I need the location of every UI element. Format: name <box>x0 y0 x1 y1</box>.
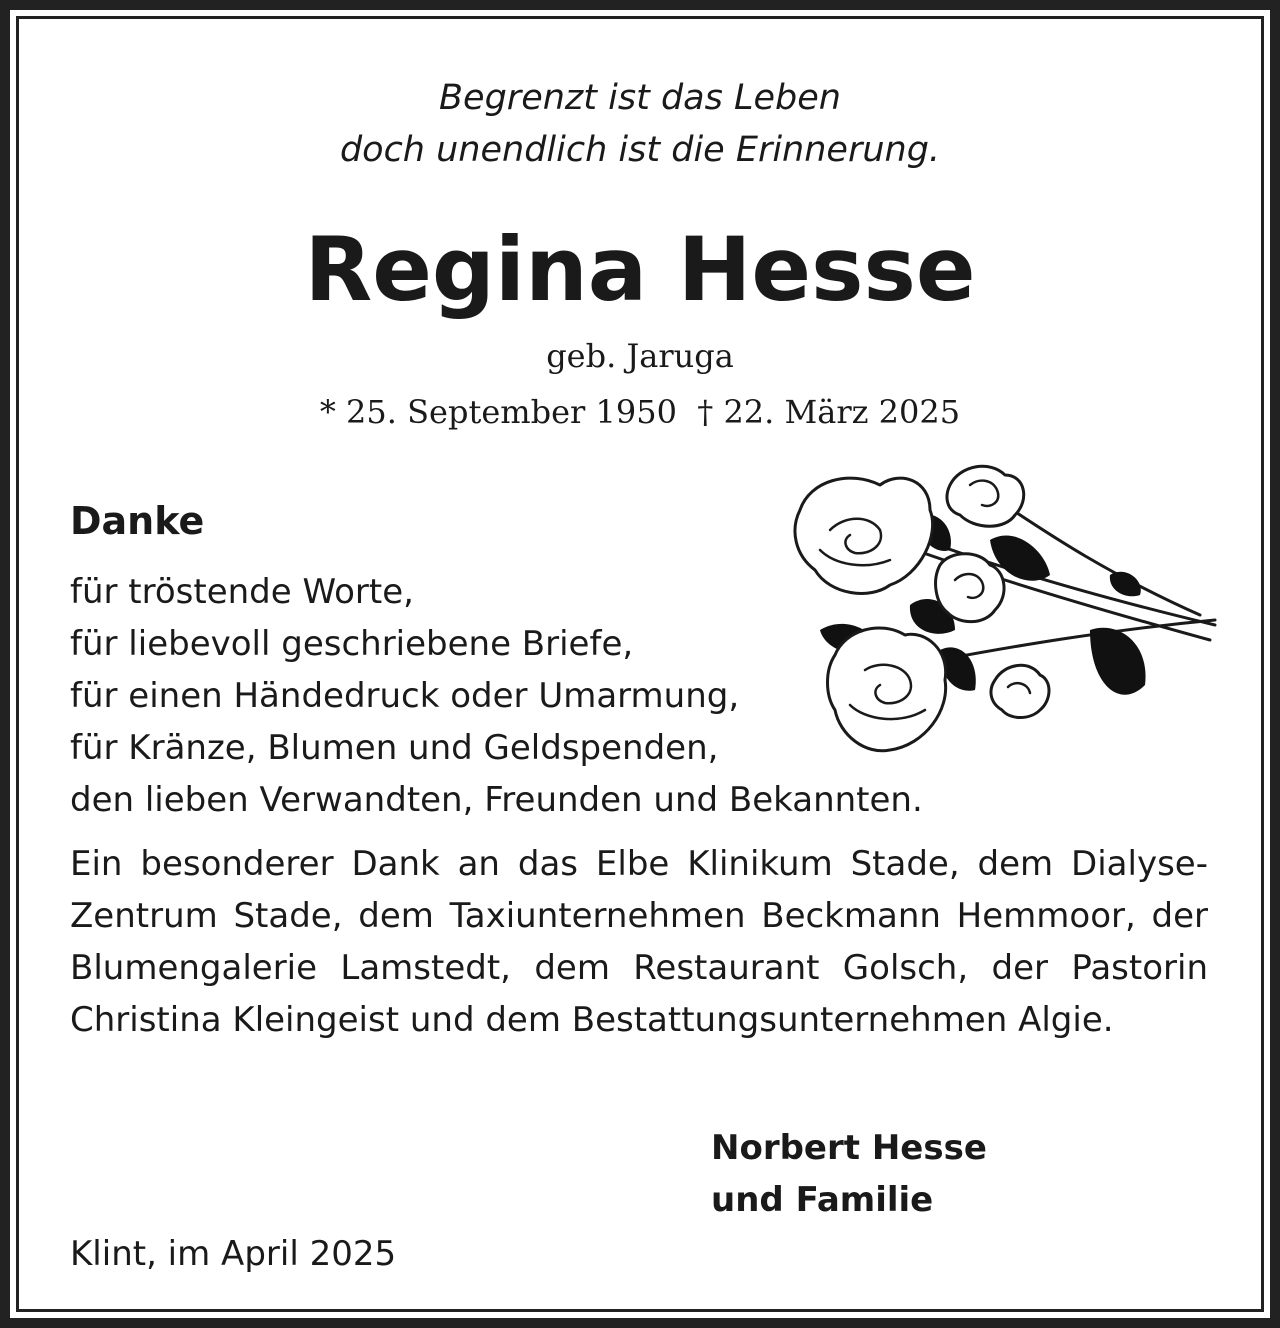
thanks-line: den lieben Verwandten, Freunden und Bekannten. <box>70 780 923 820</box>
roses-bouquet-icon <box>790 455 1220 755</box>
thanks-line: für Kränze, Blumen und Geldspenden, <box>70 728 719 768</box>
thanks-heading: Danke <box>70 499 205 543</box>
motto-line-1: Begrenzt ist das Leben <box>439 78 841 118</box>
place-date: Klint, im April 2025 <box>70 1234 397 1274</box>
motto-line-2: doch unendlich ist die Erinnerung. <box>339 130 941 170</box>
signature-family: und Familie <box>711 1180 934 1220</box>
life-dates: * 25. September 1950 † 22. März 2025 <box>319 393 961 431</box>
thanks-line: für liebevoll geschriebene Briefe, <box>70 624 634 664</box>
thanks-line: für tröstende Worte, <box>70 572 414 612</box>
thanks-line: für einen Händedruck oder Umarmung, <box>70 676 740 716</box>
special-thanks-paragraph: Ein besonderer Dank an das Elbe Klinikum Stade, dem Dialyse-Zentrum Stade, dem Taxiunternehmen Beckmann Hemmoor, der Blumengalerie Lamstedt, dem Restaurant Golsch, der Pastorin Christina Kleingeist und dem Bestattungsunternehmen Algie. <box>70 844 1208 1040</box>
deceased-name: Regina Hesse <box>304 218 976 321</box>
maiden-name: geb. Jaruga <box>546 337 734 375</box>
signature-name: Norbert Hesse <box>711 1128 987 1168</box>
